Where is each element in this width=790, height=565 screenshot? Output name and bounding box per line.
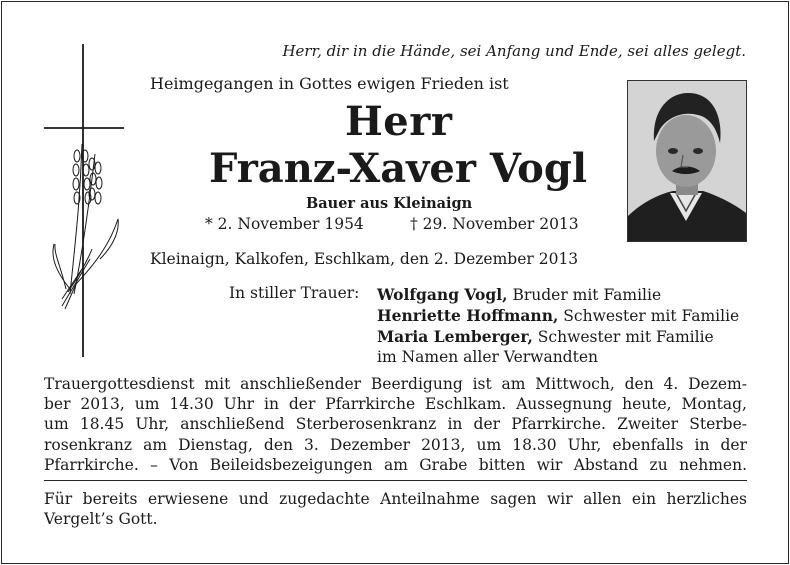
service-line: Trauergottesdienst mit anschließender Beerdigung ist am Mittwoch, den 4. Dezem- xyxy=(44,375,747,393)
deceased-name: Franz-Xaver Vogl xyxy=(209,145,588,192)
death-date: † 29. November 2013 xyxy=(410,215,579,233)
portrait-photo xyxy=(627,80,747,242)
mourner-relation: Bruder mit Familie xyxy=(512,286,662,304)
divider xyxy=(44,480,747,481)
mourner-item xyxy=(377,305,739,326)
place-and-date: Kleinaign, Kalkofen, Eschlkam, den 2. Dezember 2013 xyxy=(150,250,579,268)
thanks-text xyxy=(44,489,747,529)
service-line: um 18.45 Uhr, anschließend Sterberosenkranz in der Pfarrkirche. Zweiter Sterbe- xyxy=(44,415,747,434)
mourner-name: Maria Lemberger, xyxy=(377,327,533,346)
mourner-relation: Schwester mit Familie xyxy=(537,328,714,346)
mourning-label: In stiller Trauer: xyxy=(229,284,360,302)
mourner-item xyxy=(377,326,739,347)
service-line: Pfarrkirche. – Von Beileidsbezeigungen am Grabe bitten wir Abstand zu nehmen. xyxy=(44,455,747,474)
intro-text: Heimgegangen in Gottes ewigen Frieden ist xyxy=(150,74,509,93)
mourner-name: Wolfgang Vogl, xyxy=(377,285,508,304)
thanks-line: Vergelt’s Gott. xyxy=(44,510,158,529)
mourner-relation: im Namen aller Verwandten xyxy=(377,348,598,366)
salutation: Herr xyxy=(345,98,453,145)
cross-with-wheat-icon xyxy=(40,44,130,359)
mourner-item xyxy=(377,347,739,368)
occupation: Bauer aus Kleinaign xyxy=(306,195,473,212)
service-announcement xyxy=(44,374,747,475)
portrait-image xyxy=(628,81,746,241)
mourner-name: Henriette Hoffmann, xyxy=(377,306,559,325)
mourner-item xyxy=(377,284,739,305)
birth-date: * 2. November 1954 xyxy=(205,215,364,233)
mourners-list xyxy=(377,284,739,368)
mourner-relation: Schwester mit Familie xyxy=(563,307,740,325)
service-line: rosenkranz am Dienstag, den 3. Dezember 2013, um 18.30 Uhr, ebenfalls in der xyxy=(44,435,747,454)
motto: Herr, dir in die Hände, sei Anfang und Ende, sei alles gelegt. xyxy=(282,42,746,60)
thanks-line: Für bereits erwiesene und zugedachte Anteilnahme sagen wir allen ein herzliches xyxy=(44,490,747,508)
service-line: ber 2013, um 14.30 Uhr in der Pfarrkirche Eschlkam. Aussegnung heute, Montag, xyxy=(44,395,747,414)
